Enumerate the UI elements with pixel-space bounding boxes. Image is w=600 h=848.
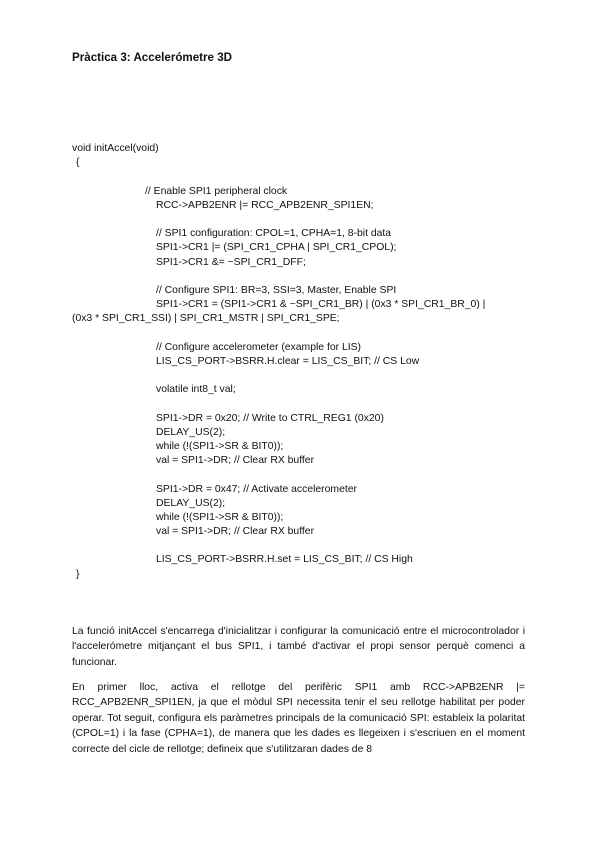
code-comment: // Configure accelerometer (example for LIS) bbox=[156, 341, 362, 353]
paragraph-text: En primer lloc, activa el rellotge del perifèric SPI1 amb RCC->APB2ENR |= RCC_APB2ENR_SPI1EN, ja que el mòdul SPI necessita tenir el seu rellotge habilitat per poder operar. Tot seguit, configura els paràmetres principals de la comunicació SPI: estableix la polaritat (CPOL=1) i la fase (CPHA=1), de manera que les dades es llegeixen i s'escriuen en el moment correcte del cicle de rellotge; defineix que s'utilitzaran dades de 8 bbox=[72, 682, 525, 755]
code-block bbox=[72, 142, 532, 582]
paragraph-detail bbox=[72, 680, 525, 757]
paragraph-text: La funció initAccel s'encarrega d'inicialitzar i configurar la comunicació entre el microcontrolador i l'accelerómetre mitjançant el bus SPI1, i també d'activar el propi sensor perquè comenci a funcionar. bbox=[72, 626, 525, 668]
code-line: val = SPI1->DR; // Clear RX buffer bbox=[156, 455, 315, 467]
code-line: RCC->APB2ENR |= RCC_APB2ENR_SPI1EN; bbox=[156, 199, 374, 211]
code-line bbox=[72, 397, 532, 411]
code-comment: // SPI1 configuration: CPOL=1, CPHA=1, 8-bit data bbox=[156, 228, 392, 240]
code-line: while (!(SPI1->SR & BIT0)); bbox=[156, 440, 284, 452]
code-line: SPI1->CR1 |= (SPI_CR1_CPHA | SPI_CR1_CPOL); bbox=[156, 242, 397, 254]
code-line: void initAccel(void) bbox=[72, 143, 159, 154]
code-line: SPI1->DR = 0x20; // Write to CTRL_REG1 (0x20) bbox=[156, 412, 384, 424]
code-line: { bbox=[76, 157, 80, 169]
code-line: val = SPI1->DR; // Clear RX buffer bbox=[156, 526, 315, 538]
code-line: volatile int8_t val; bbox=[156, 384, 236, 396]
code-line: DELAY_US(2); bbox=[156, 497, 226, 509]
code-line: LIS_CS_PORT->BSRR.H.clear = LIS_CS_BIT; // CS Low bbox=[156, 355, 420, 367]
code-line: DELAY_US(2); bbox=[156, 426, 226, 438]
code-line: SPI1->CR1 &= ~SPI_CR1_DFF; bbox=[156, 256, 306, 268]
code-line bbox=[72, 539, 532, 553]
page-title: Pràctica 3: Accelerómetre 3D bbox=[72, 51, 233, 64]
code-line bbox=[72, 170, 532, 184]
code-line: SPI1->DR = 0x47; // Activate accelerometer bbox=[156, 483, 357, 495]
code-comment: // Configure SPI1: BR=3, SSI=3, Master, Enable SPI bbox=[156, 284, 397, 296]
code-line bbox=[72, 369, 532, 383]
code-line bbox=[72, 326, 532, 340]
code-line: LIS_CS_PORT->BSRR.H.set = LIS_CS_BIT; // CS High bbox=[156, 554, 413, 566]
code-line: SPI1->CR1 = (SPI1->CR1 & ~SPI_CR1_BR) | (0x3 * SPI_CR1_BR_0) | bbox=[156, 299, 486, 311]
code-line bbox=[72, 213, 532, 227]
code-line bbox=[72, 270, 532, 284]
code-comment: // Enable SPI1 peripheral clock bbox=[145, 185, 288, 197]
code-line: (0x3 * SPI_CR1_SSI) | SPI_CR1_MSTR | SPI_CR1_SPE; bbox=[72, 313, 340, 325]
paragraph-intro bbox=[72, 624, 525, 670]
code-line bbox=[72, 468, 532, 482]
code-line: while (!(SPI1->SR & BIT0)); bbox=[156, 511, 284, 523]
code-line: } bbox=[76, 568, 80, 580]
